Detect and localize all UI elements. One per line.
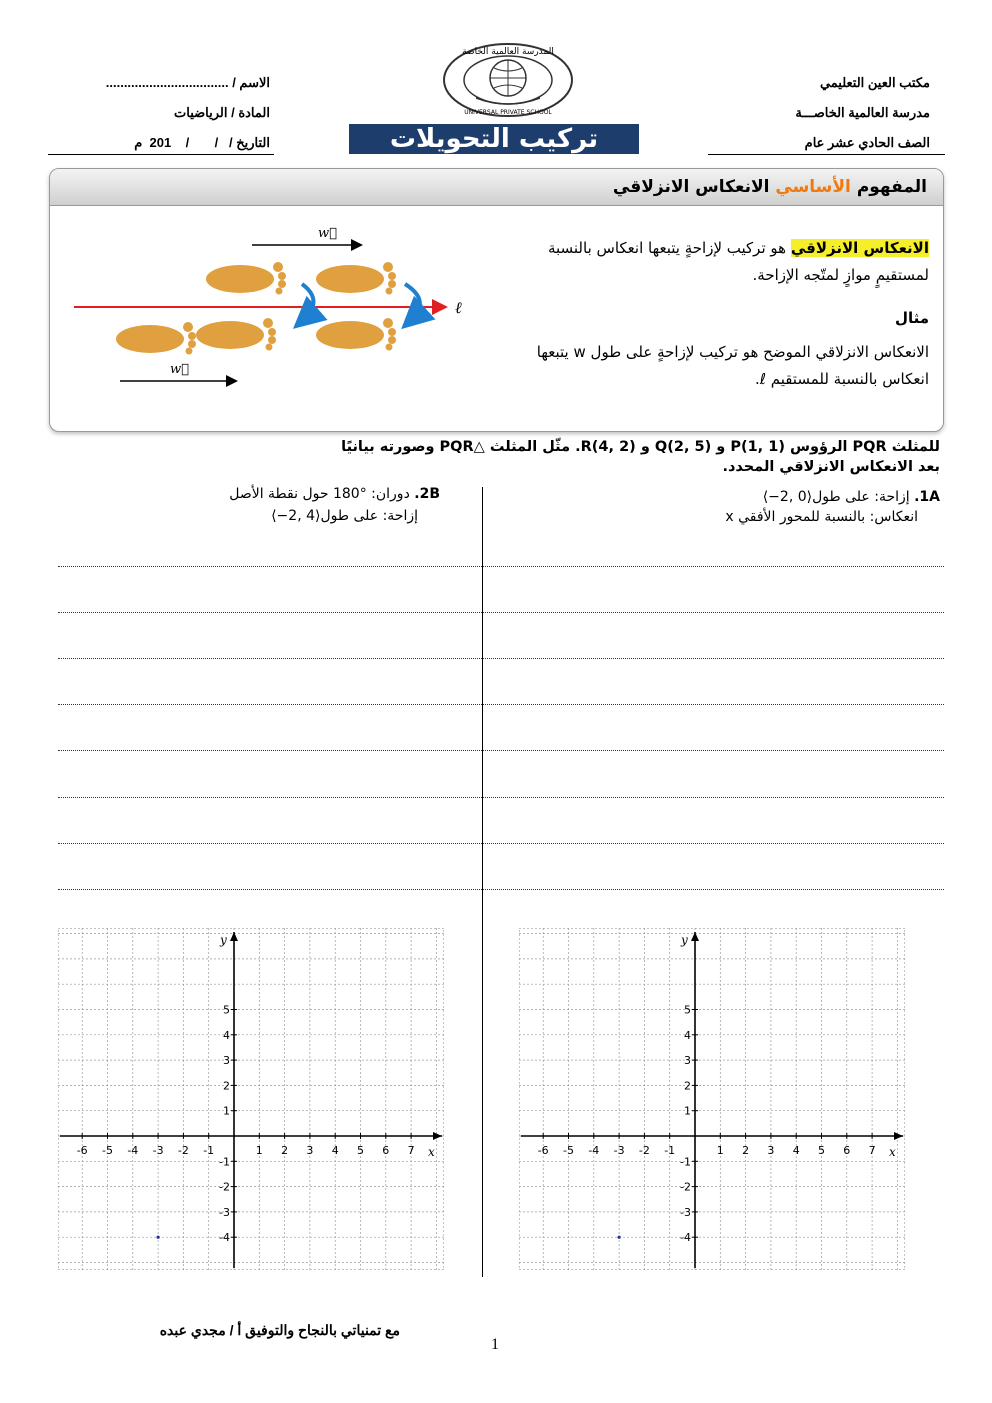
line-label: ℓ bbox=[455, 298, 462, 317]
x-tick-label: 7 bbox=[868, 1144, 876, 1157]
header-divider-left bbox=[48, 154, 274, 155]
problem-statement bbox=[40, 437, 940, 477]
footer-wish: مع تمنياتي بالنجاح والتوفيق أ / مجدي عبده bbox=[159, 1322, 400, 1338]
header-divider-right bbox=[708, 154, 945, 155]
part-a-line-1: إزاحة: على طول⟨0 ,2−⟩ bbox=[762, 489, 910, 505]
x-tick-label: -2 bbox=[177, 1144, 189, 1157]
example-text: الانعكاس الانزلاقي الموضح هو تركيب لإزاحةٍ على طول w يتبعها انعكاس بالنسبة للمستقيم ℓ. bbox=[536, 343, 929, 388]
x-tick-label: 7 bbox=[407, 1144, 415, 1157]
concept-heading bbox=[50, 169, 943, 206]
concept-heading-prefix: المفهوم bbox=[856, 177, 927, 197]
x-tick-label: 5 bbox=[818, 1144, 825, 1157]
x-tick-label: 1 bbox=[255, 1144, 263, 1157]
coordinate-grid-b[interactable] bbox=[58, 928, 444, 1270]
answer-line[interactable] bbox=[58, 704, 944, 705]
x-tick-label: -3 bbox=[613, 1144, 625, 1157]
concept-heading-rest: الانعكاس الانزلاقي bbox=[612, 177, 770, 197]
problem-line-2: بعد الانعكاس الانزلاقي المحدد. bbox=[722, 459, 940, 475]
answer-line[interactable] bbox=[58, 566, 944, 567]
school-logo bbox=[440, 40, 576, 120]
y-axis-label: y bbox=[220, 933, 227, 947]
concept-heading-accent: الأساسي bbox=[775, 177, 851, 197]
part-a-line-2: انعكاس: بالنسبة للمحور الأفقي x bbox=[725, 509, 918, 525]
y-tick-label: -3 bbox=[680, 1205, 691, 1219]
problem-line-1: للمثلث PQR الرؤوس P(1, 1) و Q(2, 5) و R(4, 2). مثّل المثلث △PQR وصورته بيانيًا bbox=[341, 439, 940, 455]
reflection-arrow-2 bbox=[405, 284, 420, 321]
glide-reflection-illustration bbox=[60, 209, 510, 419]
x-tick-label: 5 bbox=[357, 1144, 364, 1157]
answer-line[interactable] bbox=[58, 612, 944, 613]
x-tick-label: -5 bbox=[102, 1144, 113, 1157]
x-tick-label: -5 bbox=[563, 1144, 574, 1157]
answer-line[interactable] bbox=[58, 889, 944, 890]
y-tick-label: 4 bbox=[684, 1028, 691, 1042]
x-tick-label: -4 bbox=[127, 1144, 139, 1157]
y-tick-label: -4 bbox=[219, 1231, 230, 1245]
subject-label: المادة / الرياضيات bbox=[174, 105, 270, 120]
vector-w-label-bottom: w⃗ bbox=[170, 362, 189, 377]
footprint-1 bbox=[206, 262, 286, 295]
y-tick-label: -2 bbox=[219, 1180, 230, 1194]
column-divider bbox=[482, 487, 483, 1277]
y-tick-label: 4 bbox=[223, 1028, 230, 1042]
y-tick-label: -2 bbox=[680, 1180, 691, 1194]
y-tick-label: -1 bbox=[219, 1155, 230, 1169]
y-tick-label: 1 bbox=[684, 1104, 691, 1118]
y-tick-label: 1 bbox=[223, 1104, 230, 1118]
y-tick-label: -1 bbox=[680, 1155, 691, 1169]
x-tick-label: -2 bbox=[638, 1144, 650, 1157]
page-title: تركيب التحويلات bbox=[349, 124, 639, 154]
y-tick-label: 5 bbox=[223, 1003, 230, 1017]
part-b-line-2: إزاحة: على طول⟨4 ,2−⟩ bbox=[271, 508, 418, 524]
footprint-4 bbox=[196, 318, 276, 351]
footprint-5 bbox=[316, 318, 396, 351]
y-tick-label: -4 bbox=[680, 1231, 691, 1245]
part-a bbox=[560, 487, 940, 527]
x-tick-label: 3 bbox=[306, 1144, 314, 1157]
footprint-2 bbox=[316, 262, 396, 295]
y-tick-label: 5 bbox=[684, 1003, 691, 1017]
page-number: 1 bbox=[491, 1336, 499, 1353]
y-tick-label: 2 bbox=[684, 1079, 691, 1093]
footprint-3 bbox=[116, 322, 196, 355]
x-tick-label: 6 bbox=[843, 1144, 851, 1157]
grid-border bbox=[519, 928, 905, 1270]
part-a-label: 1A. bbox=[914, 489, 940, 505]
office-name: مكتب العين التعليمي bbox=[819, 75, 930, 90]
answer-line[interactable] bbox=[58, 750, 944, 751]
grid-dot bbox=[157, 1236, 160, 1239]
example-label: مثال bbox=[894, 309, 929, 327]
x-tick-label: 3 bbox=[767, 1144, 775, 1157]
y-tick-label: 3 bbox=[684, 1054, 691, 1068]
glide-reflection-term: الانعكاس الانزلاقي bbox=[790, 239, 929, 257]
date-slashes: / / bbox=[185, 135, 219, 150]
x-tick-label: 1 bbox=[716, 1144, 724, 1157]
reflection-arrow-1 bbox=[302, 284, 314, 321]
school-info bbox=[680, 68, 930, 158]
x-tick-label: -6 bbox=[537, 1144, 549, 1157]
x-tick-label: 4 bbox=[331, 1144, 339, 1157]
x-tick-label: -1 bbox=[203, 1144, 215, 1157]
answer-line[interactable] bbox=[58, 658, 944, 659]
y-tick-label: -3 bbox=[219, 1205, 230, 1219]
y-tick-label: 3 bbox=[223, 1054, 230, 1068]
part-b bbox=[100, 483, 440, 527]
grid-dot bbox=[618, 1236, 621, 1239]
school-name: مدرسة العالمية الخاصـــة bbox=[795, 105, 930, 120]
student-info bbox=[60, 68, 270, 158]
x-tick-label: -3 bbox=[152, 1144, 164, 1157]
part-b-line-1: دوران: °180 حول نقطة الأصل bbox=[229, 486, 410, 502]
x-tick-label: 4 bbox=[792, 1144, 800, 1157]
answer-line[interactable] bbox=[58, 843, 944, 844]
key-concept-box bbox=[49, 168, 944, 432]
x-tick-label: 2 bbox=[742, 1144, 750, 1157]
grade-name: الصف الحادي عشر عام bbox=[804, 135, 930, 150]
y-axis-label: y bbox=[681, 933, 688, 947]
x-tick-label: -1 bbox=[664, 1144, 676, 1157]
date-label: التاريخ / bbox=[229, 135, 270, 150]
definition-text: هو تركيب لإزاحةٍ يتبعها انعكاس بالنسبة لمستقيمٍ موازٍ لمتّجه الإزاحة. bbox=[547, 239, 929, 284]
logo-text-top: المدرسة العالمية الخاصة bbox=[462, 47, 554, 57]
answer-line[interactable] bbox=[58, 797, 944, 798]
concept-definition bbox=[499, 235, 929, 289]
date-year: 201 م bbox=[134, 135, 172, 150]
logo-text-bottom: UNIVERSAL PRIVATE SCHOOL bbox=[464, 109, 552, 116]
name-label: الاسم / bbox=[232, 75, 270, 90]
part-b-label: 2B. bbox=[414, 486, 440, 502]
x-tick-label: 6 bbox=[382, 1144, 390, 1157]
x-axis-label: x bbox=[889, 1145, 896, 1159]
grid-border bbox=[58, 928, 444, 1270]
vector-w-label-top: w⃗ bbox=[318, 226, 337, 241]
name-blank[interactable]: .................................. bbox=[105, 75, 229, 90]
x-tick-label: 2 bbox=[281, 1144, 289, 1157]
y-tick-label: 2 bbox=[223, 1079, 230, 1093]
coordinate-grid-a[interactable] bbox=[519, 928, 905, 1270]
x-tick-label: -6 bbox=[76, 1144, 88, 1157]
x-tick-label: -4 bbox=[588, 1144, 600, 1157]
x-axis-label: x bbox=[428, 1145, 435, 1159]
